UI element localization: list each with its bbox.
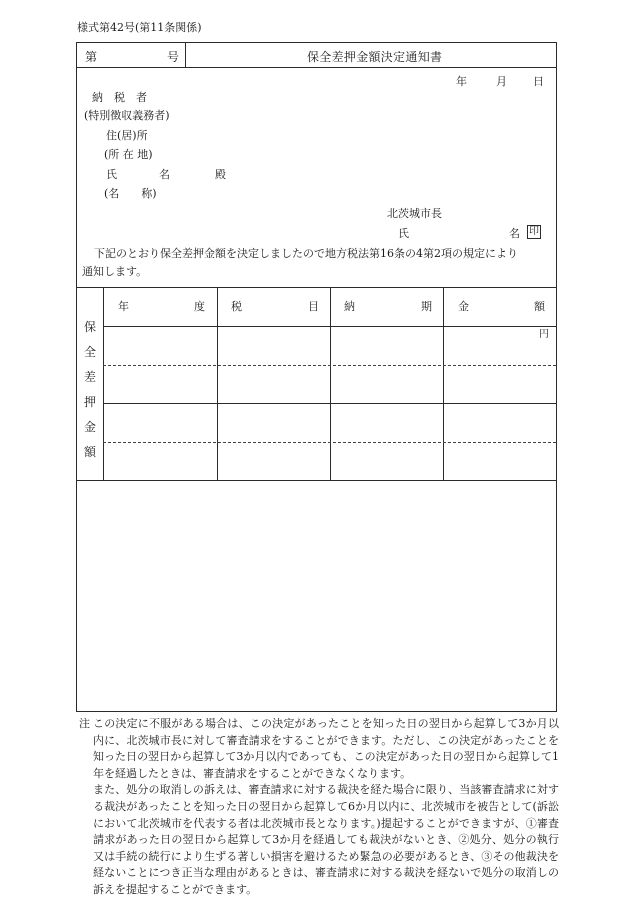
side-label-3: 差 xyxy=(84,370,97,384)
issuer-name-b: 名 xyxy=(509,227,520,240)
row-divider-1 xyxy=(103,365,556,366)
amount-unit-yen: 円 xyxy=(539,329,549,340)
side-divider xyxy=(103,287,104,480)
body-text-line2: 通知します。 xyxy=(82,265,148,278)
col-header-year-b: 度 xyxy=(194,300,205,313)
date-day: 日 xyxy=(533,75,544,88)
special-collector-label: (特別徴収義務者) xyxy=(84,109,170,122)
table-header-bottom-line xyxy=(103,326,556,327)
col-header-period-b: 期 xyxy=(421,300,432,313)
taxpayer-label: 納 税 者 xyxy=(92,91,147,104)
header-divider xyxy=(185,43,186,67)
side-label-5: 金 xyxy=(84,420,97,434)
address-label: 住(居)所 xyxy=(106,129,148,142)
number-prefix: 第 xyxy=(85,50,98,64)
notice-paragraph-2: また、処分の取消しの訴えは、審査請求に対する裁決を経た場合に限り、当該審査請求に対する裁決があったことを知った日の翌日から起算して6か月以内に、北茨城市を被告として(訴訟において北茨城市を代表する者は北茨城市長となります。)提起することができますが、①審査請求があった日の翌日から起算して3か月を経過しても裁決がないとき、②処分、処分の執行又は手続の続行により生ずる著しい損害を避けるため緊急の必要があるとき、③その他裁決を経ないことにつき正当な理由があるときは、審査請求に対する裁決を経ないで処分の取消しの訴えを提起することができます。 xyxy=(93,783,559,896)
location-label: (所 在 地) xyxy=(104,148,153,161)
side-label-1: 保 xyxy=(84,320,97,334)
col-header-amount-b: 額 xyxy=(534,300,545,313)
notice-paragraph-1: この決定に不服がある場合は、この決定があったことを知った日の翌日から起算して3か月以内に、北茨城市長に対して審査請求をすることができます。ただし、この決定があったことを知った日の翌日から起算して3か月以内であっても、この決定があった日の翌日から起算して1年を経過したときは、審査請求をすることができなくなります。 xyxy=(93,717,559,780)
col-header-amount-a: 金 xyxy=(458,300,469,313)
name-label-a: 氏 xyxy=(106,168,117,181)
col-header-taxitem-a: 税 xyxy=(231,300,242,313)
side-label-4: 押 xyxy=(84,395,97,409)
side-label-6: 額 xyxy=(84,445,97,459)
side-label-2: 全 xyxy=(84,345,97,359)
row-divider-3 xyxy=(103,442,556,443)
issuer-name-a: 氏 xyxy=(398,227,409,240)
date-year: 年 xyxy=(456,75,467,88)
row-divider-2 xyxy=(103,403,556,404)
col-divider-1 xyxy=(217,287,218,480)
date-month: 月 xyxy=(496,75,507,88)
col-divider-3 xyxy=(443,287,444,480)
seal-mark: 印 xyxy=(529,226,539,237)
number-suffix: 号 xyxy=(167,50,180,64)
header-bottom-line xyxy=(77,67,556,68)
col-header-period-a: 納 xyxy=(344,300,355,313)
col-header-year-a: 年 xyxy=(118,300,129,313)
table-top-line xyxy=(77,287,556,288)
form-number-label: 様式第42号(第11条関係) xyxy=(77,21,202,34)
honorific-label: 殿 xyxy=(215,168,226,181)
corp-name-label: (名 称) xyxy=(104,187,157,200)
notice-form-frame xyxy=(76,42,557,712)
col-divider-2 xyxy=(330,287,331,480)
issuer-mayor: 北茨城市長 xyxy=(387,207,442,220)
notice-head: 注 xyxy=(79,717,90,730)
document-title: 保全差押金額決定通知書 xyxy=(307,50,443,64)
col-header-taxitem-b: 目 xyxy=(308,300,319,313)
table-bottom-line xyxy=(77,480,556,481)
body-text-line1: 下記のとおり保全差押金額を決定しましたので地方税法第16条の4第2項の規定により xyxy=(94,247,518,260)
name-label-b: 名 xyxy=(159,168,170,181)
appeal-notice xyxy=(79,716,559,899)
